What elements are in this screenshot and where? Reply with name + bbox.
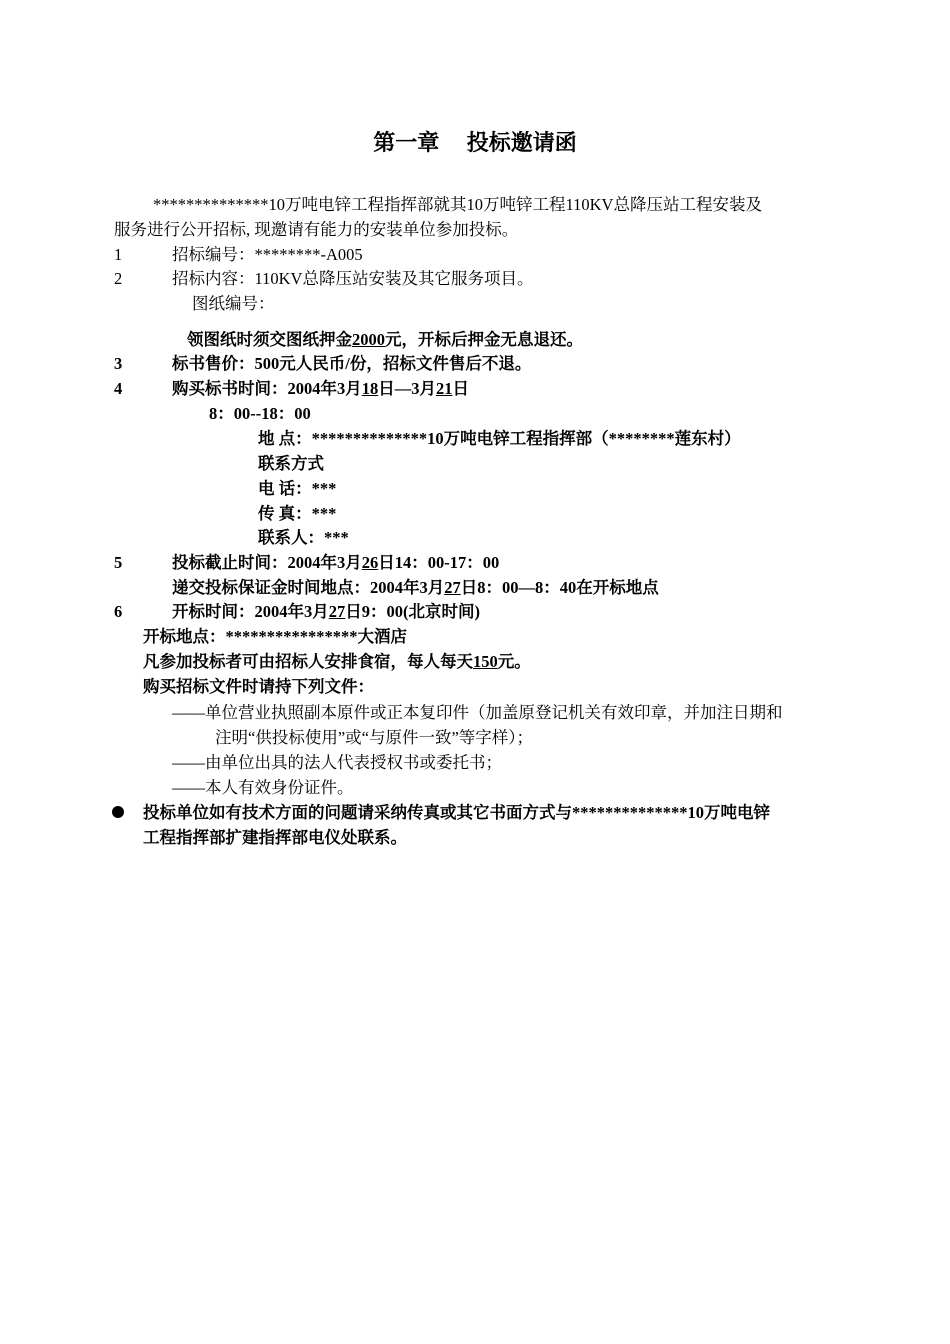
bullet-icon [112, 806, 124, 818]
item-number: 3 [114, 354, 123, 373]
contact-fax: 传 真：*** [258, 504, 337, 523]
item-number: 4 [114, 379, 123, 398]
bid-content: 招标内容：110KV总降压站安装及其它服务项目。 [172, 269, 534, 288]
meal-amount: 150 [473, 652, 498, 671]
contact-phone: 电 话：*** [258, 479, 337, 498]
page-title: 第一章 投标邀请函 [373, 130, 577, 155]
purchase-place: 地 点：**************10万吨电锌工程指挥部（********莲东村） [258, 429, 741, 448]
purchase-time: 购买标书时间：2004年3月18日—3月21日 [172, 379, 469, 398]
bid-number: 招标编号：********-A005 [172, 245, 363, 264]
bid-bond: 递交投标保证金时间地点：2004年3月27日8：00—8：40在开标地点 [172, 578, 659, 597]
bid-deadline: 投标截止时间：2004年3月26日14：00-17：00 [172, 553, 500, 572]
document-item-license: ——单位营业执照副本原件或正本复印件（加盖原登记机关有效印章，并加注日期和 [172, 703, 783, 722]
deposit-amount: 2000 [352, 330, 385, 349]
meal-arrangement: 凡参加投标者可由招标人安排食宿，每人每天150元。 [143, 652, 531, 671]
opening-place: 开标地点：****************大酒店 [143, 627, 407, 646]
item-number: 6 [114, 602, 123, 621]
intro-line-1: **************10万吨电锌工程指挥部就其10万吨锌工程110KV总降压站工程安装及 [153, 195, 762, 214]
item-number: 2 [114, 269, 123, 288]
item-number: 5 [114, 553, 123, 572]
document-item-id: ——本人有效身份证件。 [172, 778, 354, 797]
technical-note-line-2: 工程指挥部扩建指挥部电仪处联系。 [143, 828, 407, 847]
document-item-license-cont: 注明“供投标使用”或“与原件一致”等字样）； [215, 728, 534, 747]
technical-note-line-1: 投标单位如有技术方面的问题请采纳传真或其它书面方式与**************10万吨电锌 [143, 803, 770, 822]
opening-time: 开标时间：2004年3月27日9：00(北京时间) [172, 602, 480, 621]
document-item-authorization: ——由单位出具的法人代表授权书或委托书； [172, 753, 502, 772]
item-number: 1 [114, 245, 123, 264]
contact-person: 联系人：*** [258, 528, 349, 547]
document-price: 标书售价：500元人民币/份，招标文件售后不退。 [172, 354, 532, 373]
contact-heading: 联系方式 [258, 454, 324, 473]
documents-heading: 购买招标文件时请持下列文件： [143, 677, 374, 696]
intro-line-2: 服务进行公开招标, 现邀请有能力的安装单位参加投标。 [114, 220, 519, 239]
drawing-deposit: 领图纸时须交图纸押金2000元，开标后押金无息退还。 [187, 330, 583, 349]
purchase-hours: 8：00--18：00 [209, 404, 311, 423]
drawing-number: 图纸编号： [192, 294, 275, 313]
